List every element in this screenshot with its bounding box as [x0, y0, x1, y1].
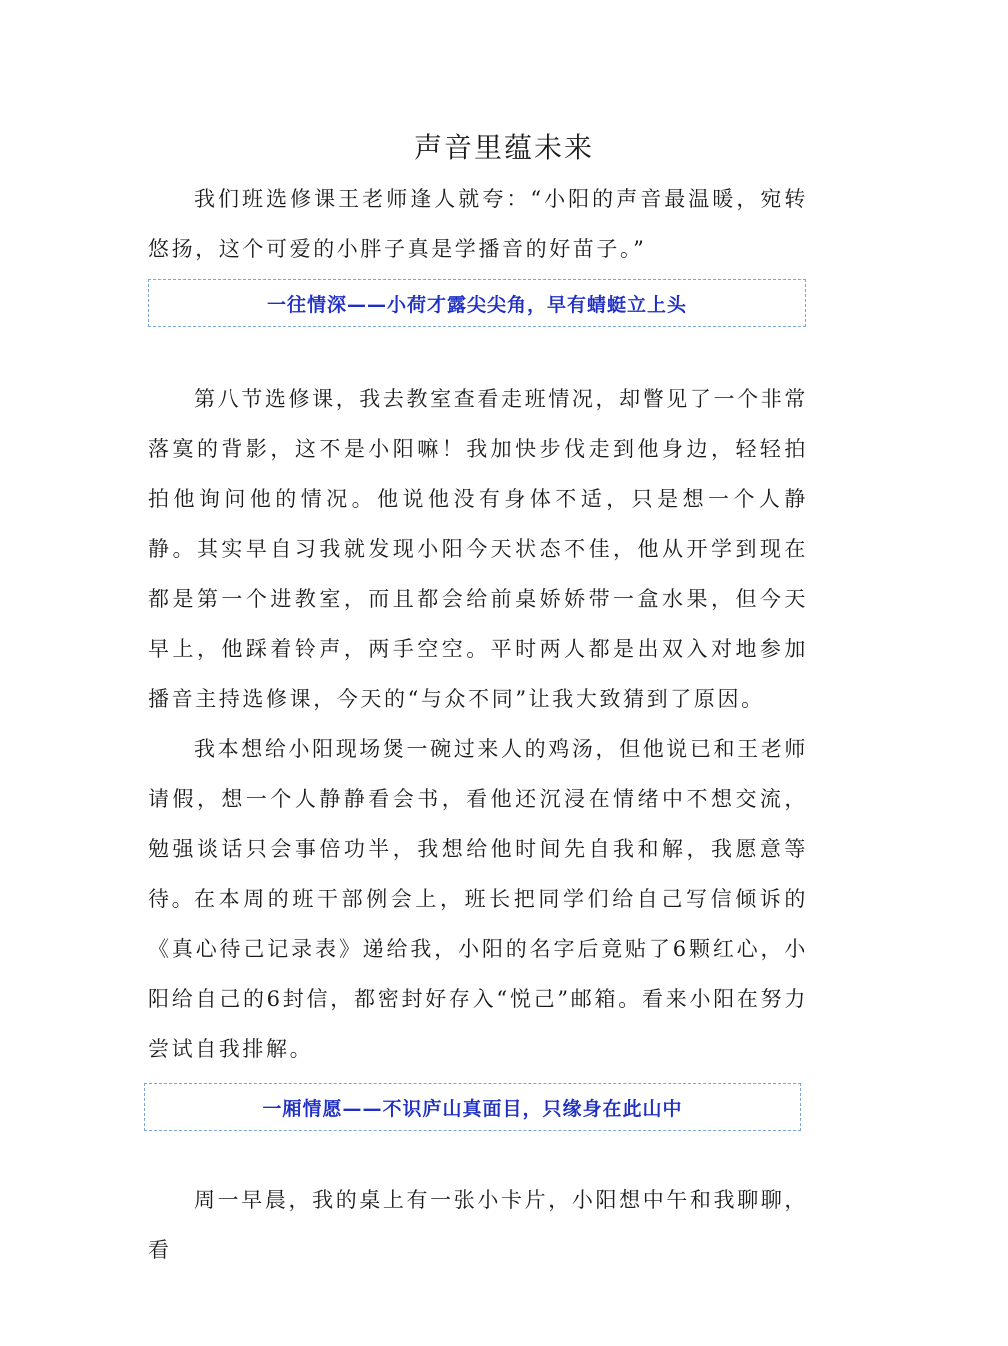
section-heading-1: 一往情深——小荷才露尖尖角，早有蜻蜓立上头 — [266, 293, 687, 316]
section-heading-box-1 — [148, 279, 806, 327]
body-paragraph-3: 在本周的班干部例会上，班长把同学们给自己写信倾诉的《真心待己记录表》递给我，小阳的名字后竟贴了6颗红心，小阳给自己的6封信，都密封好存入“悦己”邮箱。看来小阳在努力尝试自我排解。 — [148, 887, 808, 1061]
body-paragraph-1: 第八节选修课，我去教室查看走班情况，却瞥见了一个非常落寞的背影，这不是小阳嘛！我加快步伐走到他身边，轻轻拍拍他询问他的情况。他说他没有身体不适，只是想一个人静静。其实早自习我就发现小阳今天状态不佳，他从开学到现在都是第一个进教室，而且都会给前桌娇娇带一盒水果，但今天早上，他踩着铃声，两手空空。平时两人都是出双入对地参加播音主持选修课，今天的“与众不同”让我大致猜到了原因。 — [148, 387, 808, 711]
intro-paragraph: 我们班选修课王老师逢人就夸：“小阳的声音最温暖，宛转悠扬，这个可爱的小胖子真是学播音的好苗子。” — [148, 187, 808, 261]
section-heading-box-2 — [144, 1083, 801, 1131]
body-paragraph-2: 我本想给小阳现场煲一碗过来人的鸡汤，但他说已和王老师请假，想一个人静静看会书，看他还沉浸在情绪中不想交流，勉强谈话只会事倍功半，我想给他时间先自我和解，我愿意等待。 — [148, 737, 808, 911]
section-heading-2: 一厢情愿——不识庐山真面目，只缘身在此山中 — [262, 1097, 683, 1120]
document-title: 声音里蕴未来 — [413, 131, 594, 164]
body-paragraph-4: 周一早晨，我的桌上有一张小卡片，小阳想中午和我聊聊，看 — [148, 1188, 808, 1262]
